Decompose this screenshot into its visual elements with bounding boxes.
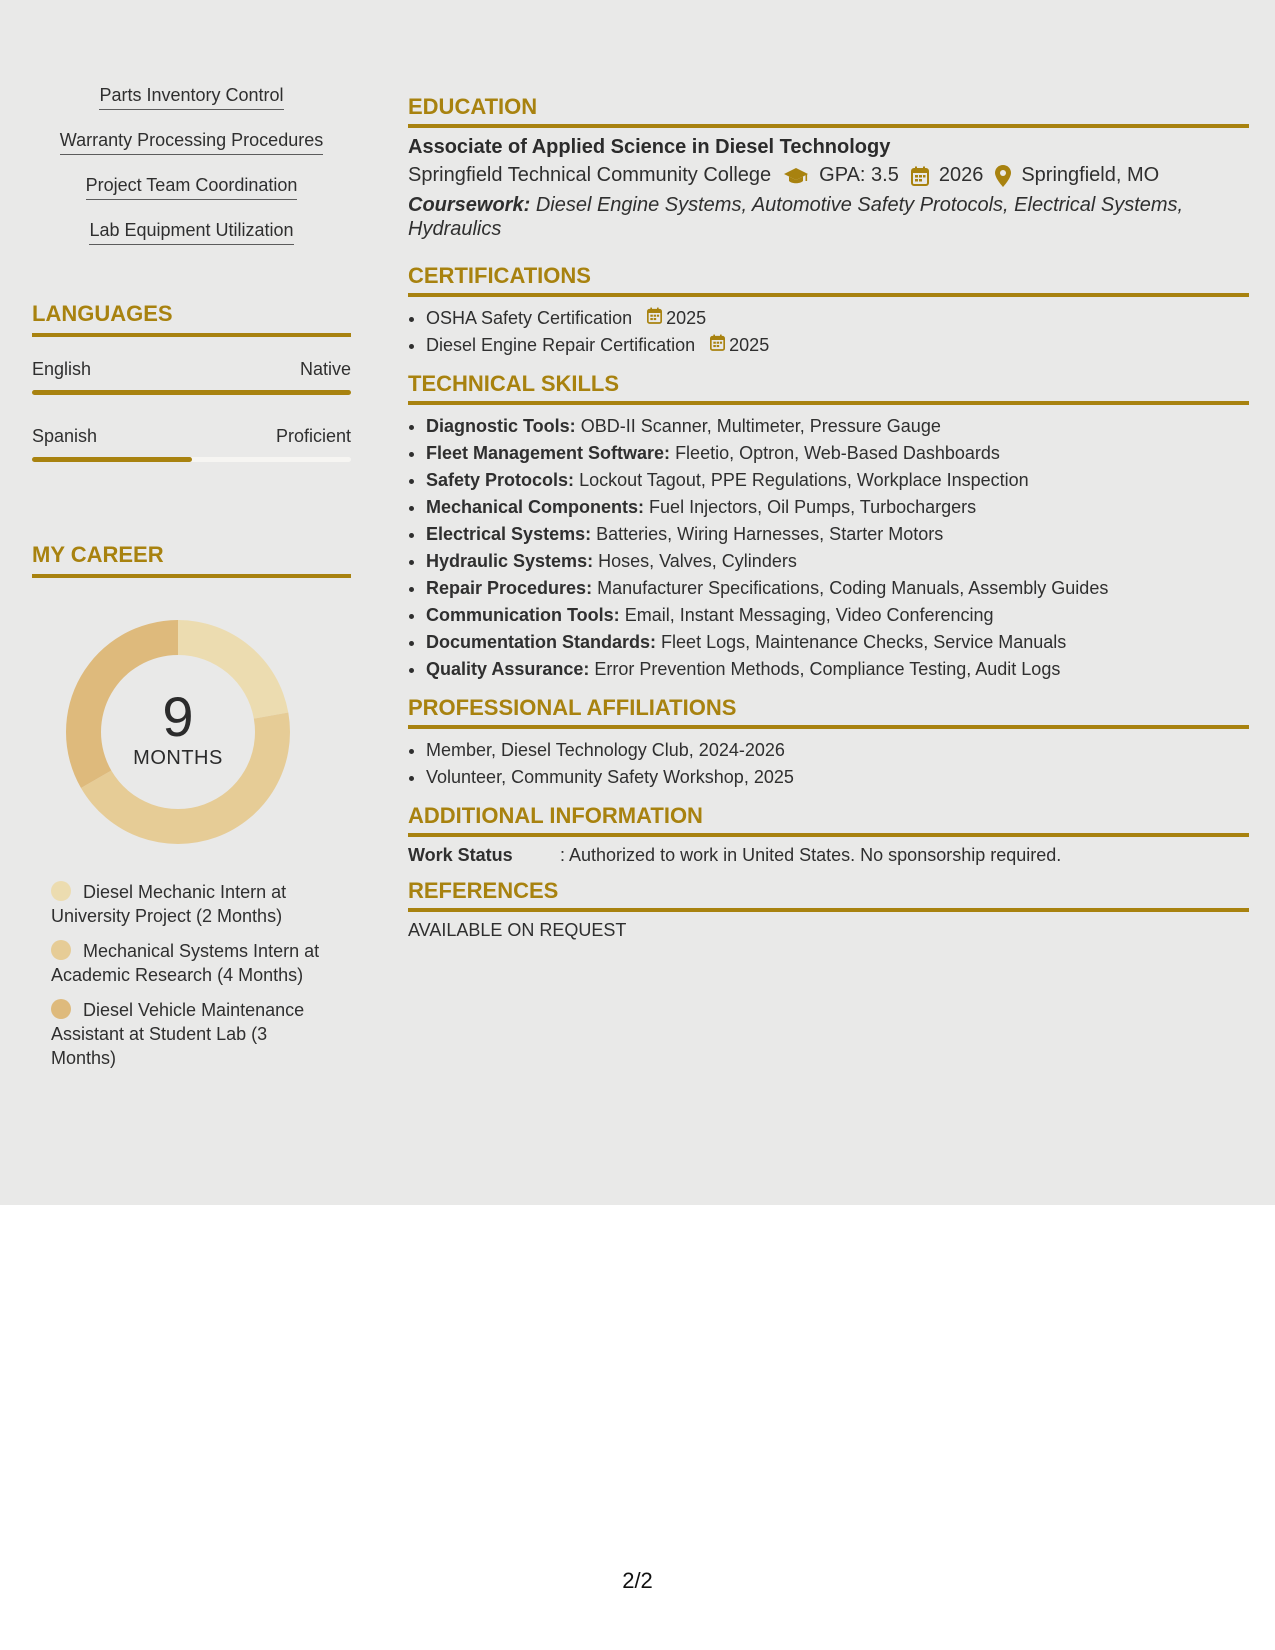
graduation-year: 2026 — [938, 164, 984, 186]
skill-item — [426, 629, 1249, 656]
legend-dot — [51, 881, 71, 901]
certification-name: Diesel Engine Repair Certification — [426, 335, 696, 355]
skill-value: Fuel Injectors, Oil Pumps, Turbochargers — [649, 497, 977, 517]
certification-year: 2025 — [666, 308, 707, 328]
education-title: EDUCATION — [408, 94, 1249, 128]
technical-skills-title: TECHNICAL SKILLS — [408, 371, 1249, 405]
affiliation-item: • Volunteer, Community Safety Workshop, 2025 — [426, 764, 1249, 791]
skill-item — [426, 521, 1249, 548]
skill-link[interactable]: Warranty Processing Procedures — [60, 130, 323, 155]
language-level: Native — [299, 359, 351, 379]
language-bar-fill — [32, 390, 351, 395]
affiliations-list — [408, 737, 1249, 791]
career-legend-item — [51, 880, 321, 928]
skill-value: Error Prevention Methods, Compliance Testing, Audit Logs — [594, 659, 1061, 679]
skill-value: Manufacturer Specifications, Coding Manuals, Assembly Guides — [597, 578, 1109, 598]
affiliation-item: • Member, Diesel Technology Club, 2024-2026 — [426, 737, 1249, 764]
education-meta — [408, 164, 1249, 187]
skill-value: Fleetio, Optron, Web-Based Dashboards — [675, 443, 1000, 463]
work-status-label: Work Status — [408, 845, 513, 865]
skill-item — [426, 575, 1249, 602]
references-section — [408, 878, 1249, 941]
skill-label: Electrical Systems: — [426, 524, 592, 544]
skill-item — [426, 494, 1249, 521]
skill-label: Documentation Standards: — [426, 632, 657, 652]
coursework-list: Diesel Engine Systems, Automotive Safety Protocols, Electrical Systems, Hydraulics — [408, 194, 1184, 240]
skill-item — [426, 440, 1249, 467]
work-status-value: : Authorized to work in United States. No sponsorship required. — [560, 845, 1062, 865]
certification-year: 2025 — [729, 335, 770, 355]
skill-label: Repair Procedures: — [426, 578, 593, 598]
career-legend-item — [51, 998, 321, 1070]
language-name: Spanish — [32, 426, 98, 446]
career-title: MY CAREER — [32, 542, 351, 578]
legend-dot — [51, 999, 71, 1019]
coursework — [408, 193, 1249, 241]
skill-label: Communication Tools: — [426, 605, 620, 625]
skill-item — [426, 656, 1249, 683]
career-total: 9 — [162, 684, 194, 748]
skill-value: Lockout Tagout, PPE Regulations, Workplace Inspection — [579, 470, 1029, 490]
gpa: GPA: 3.5 — [819, 164, 899, 186]
certification-name: OSHA Safety Certification — [426, 308, 633, 328]
technical-skills-list — [408, 413, 1249, 683]
technical-skills-section — [408, 371, 1249, 683]
school-name: Springfield Technical Community College — [408, 164, 772, 186]
calendar-icon — [911, 166, 929, 186]
calendar-icon — [647, 305, 666, 332]
education-section — [408, 94, 1249, 241]
skill-value: Email, Instant Messaging, Video Conferencing — [624, 605, 994, 625]
skill-value: Batteries, Wiring Harnesses, Starter Motors — [596, 524, 944, 544]
skill-item — [426, 548, 1249, 575]
work-status — [408, 845, 1249, 866]
skill-label: Fleet Management Software: — [426, 443, 671, 463]
skill-link[interactable]: Lab Equipment Utilization — [89, 220, 293, 245]
additional-info-title: ADDITIONAL INFORMATION — [408, 803, 1249, 837]
page-number: 2/2 — [622, 1568, 653, 1593]
skill-value: OBD-II Scanner, Multimeter, Pressure Gauge — [580, 416, 941, 436]
language-item — [32, 359, 351, 395]
map-pin-icon — [995, 165, 1011, 187]
career-label: Diesel Mechanic Intern at University Project (2 Months) — [51, 882, 287, 926]
skill-value: Fleet Logs, Maintenance Checks, Service Manuals — [661, 632, 1067, 652]
references-title: REFERENCES — [408, 878, 1249, 912]
right-column — [408, 94, 1249, 953]
skill-label: Diagnostic Tools: — [426, 416, 576, 436]
career-legend — [51, 880, 321, 1081]
languages-section — [32, 301, 351, 462]
career-unit: MONTHS — [133, 746, 223, 769]
language-item — [32, 426, 351, 462]
skill-item — [426, 413, 1249, 440]
calendar-icon — [710, 332, 729, 359]
certification-item — [426, 305, 1249, 332]
language-level: Proficient — [275, 426, 351, 446]
skill-label: Mechanical Components: — [426, 497, 645, 517]
language-bar-fill — [32, 457, 192, 462]
degree-name: Associate of Applied Science in Diesel Technology — [408, 136, 891, 158]
skill-item — [426, 602, 1249, 629]
skill-link[interactable]: Project Team Coordination — [86, 175, 298, 200]
skill-value: Hoses, Valves, Cylinders — [598, 551, 797, 571]
affiliations-section — [408, 695, 1249, 791]
coursework-label: Coursework: — [408, 194, 531, 216]
references-text: AVAILABLE ON REQUEST — [408, 920, 627, 940]
skill-label: Safety Protocols: — [426, 470, 575, 490]
skill-label: Quality Assurance: — [426, 659, 590, 679]
language-name: English — [32, 359, 92, 379]
certifications-section — [408, 263, 1249, 359]
skill-label: Hydraulic Systems: — [426, 551, 594, 571]
certifications-list — [408, 305, 1249, 359]
skills-list — [32, 85, 351, 265]
additional-info-section — [408, 803, 1249, 866]
language-bar — [32, 390, 351, 395]
school-location: Springfield, MO — [1021, 164, 1160, 186]
affiliations-title: PROFESSIONAL AFFILIATIONS — [408, 695, 1249, 729]
graduation-cap-icon — [783, 166, 809, 186]
skill-link[interactable]: Parts Inventory Control — [99, 85, 283, 110]
language-bar — [32, 457, 351, 462]
legend-dot — [51, 940, 71, 960]
career-section — [32, 542, 351, 1068]
career-legend-item — [51, 939, 321, 987]
languages-title: LANGUAGES — [32, 301, 351, 337]
career-label: Diesel Vehicle Maintenance Assistant at Student Lab (3 Months) — [51, 1000, 305, 1068]
certifications-title: CERTIFICATIONS — [408, 263, 1249, 297]
career-label: Mechanical Systems Intern at Academic Research (4 Months) — [51, 941, 320, 985]
certification-item — [426, 332, 1249, 359]
career-donut — [66, 620, 290, 844]
skill-item — [426, 467, 1249, 494]
